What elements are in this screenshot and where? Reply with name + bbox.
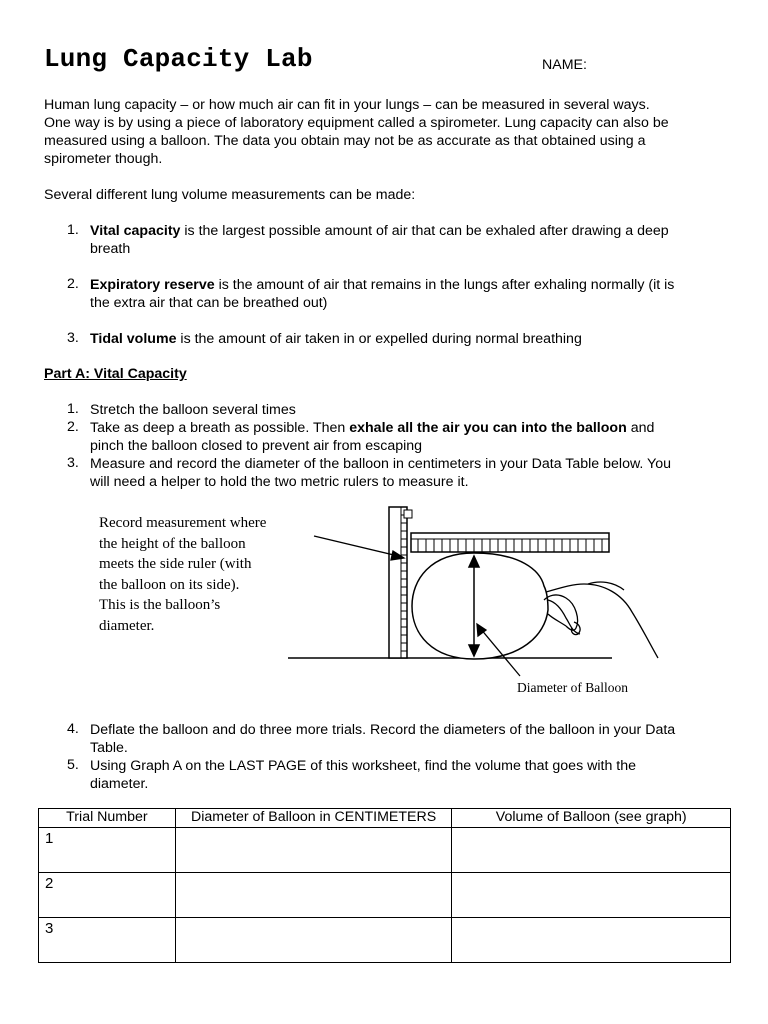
trial-number-cell: 3 [39,918,176,963]
step-item: Stretch the balloon several times [90,402,296,418]
table-row [39,828,731,873]
definition-text: is the largest possible amount of air that can be exhaled after drawing a deep [180,223,669,239]
intro-line: Human lung capacity – or how much air can fit in your lungs – can be measured in several ways. [44,97,650,113]
diameter-cell[interactable] [175,918,452,963]
step-number: 1. [67,401,79,417]
name-label: NAME: [542,57,587,73]
measurements-intro: Several different lung volume measurements can be made: [44,187,416,203]
diameter-cell[interactable] [175,873,452,918]
trial-number-cell: 2 [39,873,176,918]
step-text: Take as deep a breath as possible. Then [90,420,350,436]
list-number: 1. [67,222,79,238]
table-row [39,873,731,918]
header-trial-number: Trial Number [39,809,176,828]
horizontal-ruler-icon [411,533,609,552]
diameter-label: Diameter of Balloon [517,680,628,695]
volume-cell[interactable] [452,828,731,873]
table-row [39,918,731,963]
caption-line: the height of the balloon [99,535,246,552]
volume-cell[interactable] [452,918,731,963]
step-number: 2. [67,419,79,435]
caption-line: Record measurement where [99,515,267,531]
vertical-ruler-icon [389,507,412,658]
header-diameter: Diameter of Balloon in CENTIMETERS [175,809,452,828]
step-text: Using Graph A on the LAST PAGE of this worksheet, find the volume that goes with the [90,758,636,774]
step-emphasis: exhale all the air you can into the balloon [349,420,627,436]
list-number: 3. [67,330,79,346]
step-text: diameter. [90,776,149,792]
intro-line: One way is by using a piece of laboratory equipment called a spirometer. Lung capacity can also be [44,115,669,131]
caption-line: This is the balloon’s [99,597,221,613]
header-volume: Volume of Balloon (see graph) [452,809,731,828]
diameter-cell[interactable] [175,828,452,873]
step-text: Deflate the balloon and do three more trials. Record the diameters of the balloon in your Data [90,722,676,738]
caption-line: the balloon on its side). [99,576,240,593]
definition-text: the extra air that can be breathed out) [90,295,328,311]
step-number: 3. [67,455,79,471]
volume-cell[interactable] [452,873,731,918]
step-number: 4. [67,721,79,737]
intro-line: spirometer though. [44,151,163,167]
definition-text: is the amount of air taken in or expelled during normal breathing [176,331,582,347]
step-item [90,721,730,757]
definition-text: is the amount of air that remains in the lungs after exhaling normally (it is [214,277,675,293]
step-text: pinch the balloon closed to prevent air from escaping [90,438,423,454]
list-number: 2. [67,276,79,292]
term-vital-capacity: Vital capacity [90,223,181,239]
step-text: and [626,420,655,436]
intro-line: measured using a balloon. The data you obtain may not be as accurate as that obtained using a [44,133,646,149]
trial-number-cell: 1 [39,828,176,873]
caption-line: diameter. [99,617,155,634]
step-text: will need a helper to hold the two metric rulers to measure it. [90,474,469,490]
step-number: 5. [67,757,79,773]
data-table [38,808,731,963]
step-text: Table. [90,740,128,756]
term-expiratory-reserve: Expiratory reserve [90,277,215,293]
hand-icon [544,582,658,658]
part-a-heading: Part A: Vital Capacity [44,366,187,382]
definition-text: breath [90,241,131,257]
balloon-icon [412,553,548,659]
table-header-row [39,809,731,828]
caption-line: meets the side ruler (with [99,556,252,572]
step-text: Measure and record the diameter of the balloon in centimeters in your Data Table below. You [90,456,671,472]
step-item [90,757,730,793]
page-title: Lung Capacity Lab [44,44,313,74]
term-tidal-volume: Tidal volume [90,331,177,347]
